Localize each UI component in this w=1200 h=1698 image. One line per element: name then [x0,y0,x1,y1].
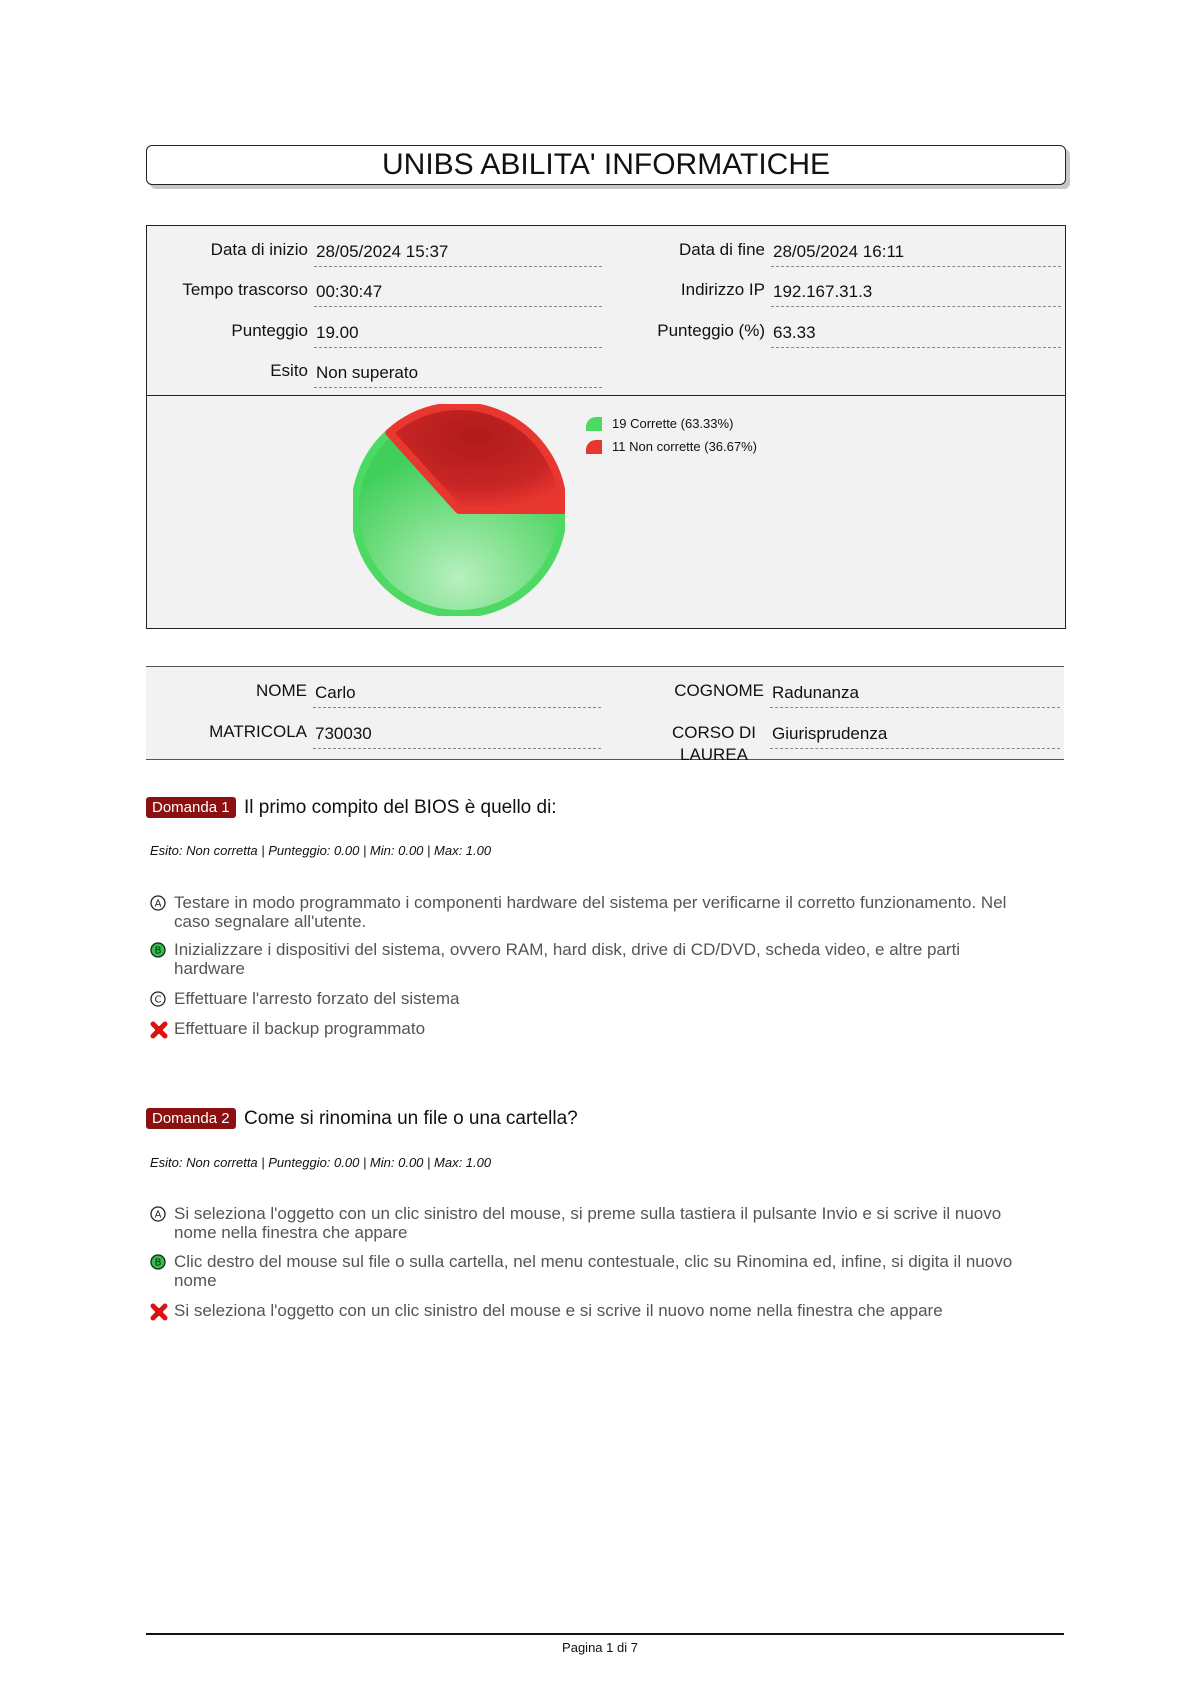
matricola-label: MATRICOLA [209,722,307,741]
summary-divider [147,395,1065,396]
q1-answer-a [150,893,1050,931]
elapsed-field [182,280,600,306]
legend-item-wrong [586,438,757,461]
start-date-label: Data di inizio [210,240,308,259]
question-2-text: Come si rinomina un file o una cartella? [244,1108,578,1129]
course-value: Giurisprudenza [770,724,1060,749]
svg-text:A: A [154,1209,162,1221]
score-value: 19.00 [314,323,602,348]
course-field [671,722,1058,764]
q2-answer-a [150,1204,1050,1242]
results-pie-chart [353,404,565,616]
legend-item-correct [586,415,757,438]
end-date-value: 28/05/2024 16:11 [771,242,1061,267]
correct-answer-icon [150,942,166,958]
surname-field [674,681,1058,707]
letter-a-icon [150,895,166,911]
q2-answer-a-text: Si seleziona l'oggetto con un clic sinistro del mouse, si preme sulla tastiera il pulsante Invio e si scrive il nuovo nome nella finestra che appare [174,1204,1002,1242]
ip-value: 192.167.31.3 [771,282,1061,307]
elapsed-label: Tempo trascorso [182,280,308,299]
ip-label: Indirizzo IP [680,280,765,299]
svg-text:A: A [154,898,162,910]
start-date-field [210,240,600,266]
page-title: UNIBS ABILITA' INFORMATICHE [146,145,1066,185]
pie-svg [353,404,565,616]
q2-answer-c-text: Si seleziona l'oggetto con un clic sinistro del mouse e si scrive il nuovo nome nella finestra che appare [174,1301,943,1320]
q1-answer-c-text: Effettuare l'arresto forzato del sistema [174,989,460,1008]
score-label: Punteggio [231,321,308,340]
wrong-answer-icon [150,1021,166,1037]
outcome-value: Non superato [314,363,602,388]
correct-answer-icon [150,1254,166,1270]
name-value: Carlo [313,683,601,708]
question-2-badge: Domanda 2 [146,1108,236,1129]
q2-answer-c [150,1301,1050,1321]
course-label: CORSO DI LAUREA [671,723,757,764]
end-date-label: Data di fine [679,240,765,259]
svg-text:B: B [154,945,162,957]
surname-label: COGNOME [674,681,764,700]
svg-text:B: B [154,1257,162,1269]
svg-text:C: C [154,994,162,1006]
pie-legend [586,415,757,461]
name-label: NOME [256,681,307,700]
outcome-label: Esito [270,361,308,380]
q1-answer-d-text: Effettuare il backup programmato [174,1019,426,1038]
legend-swatch-correct [586,417,602,431]
footer-divider [146,1633,1064,1635]
matricola-field [209,722,599,748]
legend-swatch-wrong [586,440,602,454]
score-pct-field [657,321,1059,347]
surname-value: Radunanza [770,683,1060,708]
q1-answer-b [150,940,1050,978]
score-pct-label: Punteggio (%) [657,321,765,340]
q1-answer-b-text: Inizializzare i dispositivi del sistema, ovvero RAM, hard disk, drive di CD/DVD, scheda video, e altre parti hardware [174,940,961,978]
start-date-value: 28/05/2024 15:37 [314,242,602,267]
wrong-answer-icon [150,1303,166,1319]
page-number: Pagina 1 di 7 [562,1640,638,1655]
q2-answer-b [150,1252,1050,1290]
q1-answer-a-text: Testare in modo programmato i componenti hardware del sistema per verificarne il corretto funzionamento. Nel caso segnalare all'utente. [174,893,1007,931]
student-panel [146,666,1064,764]
question-2-meta: Esito: Non corretta | Punteggio: 0.00 | Min: 0.00 | Max: 1.00 [150,1155,492,1170]
outcome-field [270,361,600,387]
question-1-badge: Domanda 1 [146,797,236,818]
q1-answer-c [150,989,1050,1009]
q2-answer-b-text: Clic destro del mouse sul file o sulla cartella, nel menu contestuale, clic su Rinomina ed, infine, si digita il nuovo nome [174,1252,1013,1290]
name-field [256,681,599,707]
score-field [231,321,600,347]
legend-label-correct: 19 Corrette (63.33%) [612,416,734,431]
question-1-text: Il primo compito del BIOS è quello di: [244,797,557,818]
letter-a-icon [150,1206,166,1222]
score-pct-value: 63.33 [771,323,1061,348]
letter-c-icon [150,991,166,1007]
elapsed-value: 00:30:47 [314,282,602,307]
question-1-meta: Esito: Non corretta | Punteggio: 0.00 | Min: 0.00 | Max: 1.00 [150,843,492,858]
legend-label-wrong: 11 Non corrette (36.67%) [612,439,757,454]
matricola-value: 730030 [313,724,601,749]
end-date-field [679,240,1059,266]
q1-answer-d [150,1019,1050,1039]
ip-field [680,280,1059,306]
